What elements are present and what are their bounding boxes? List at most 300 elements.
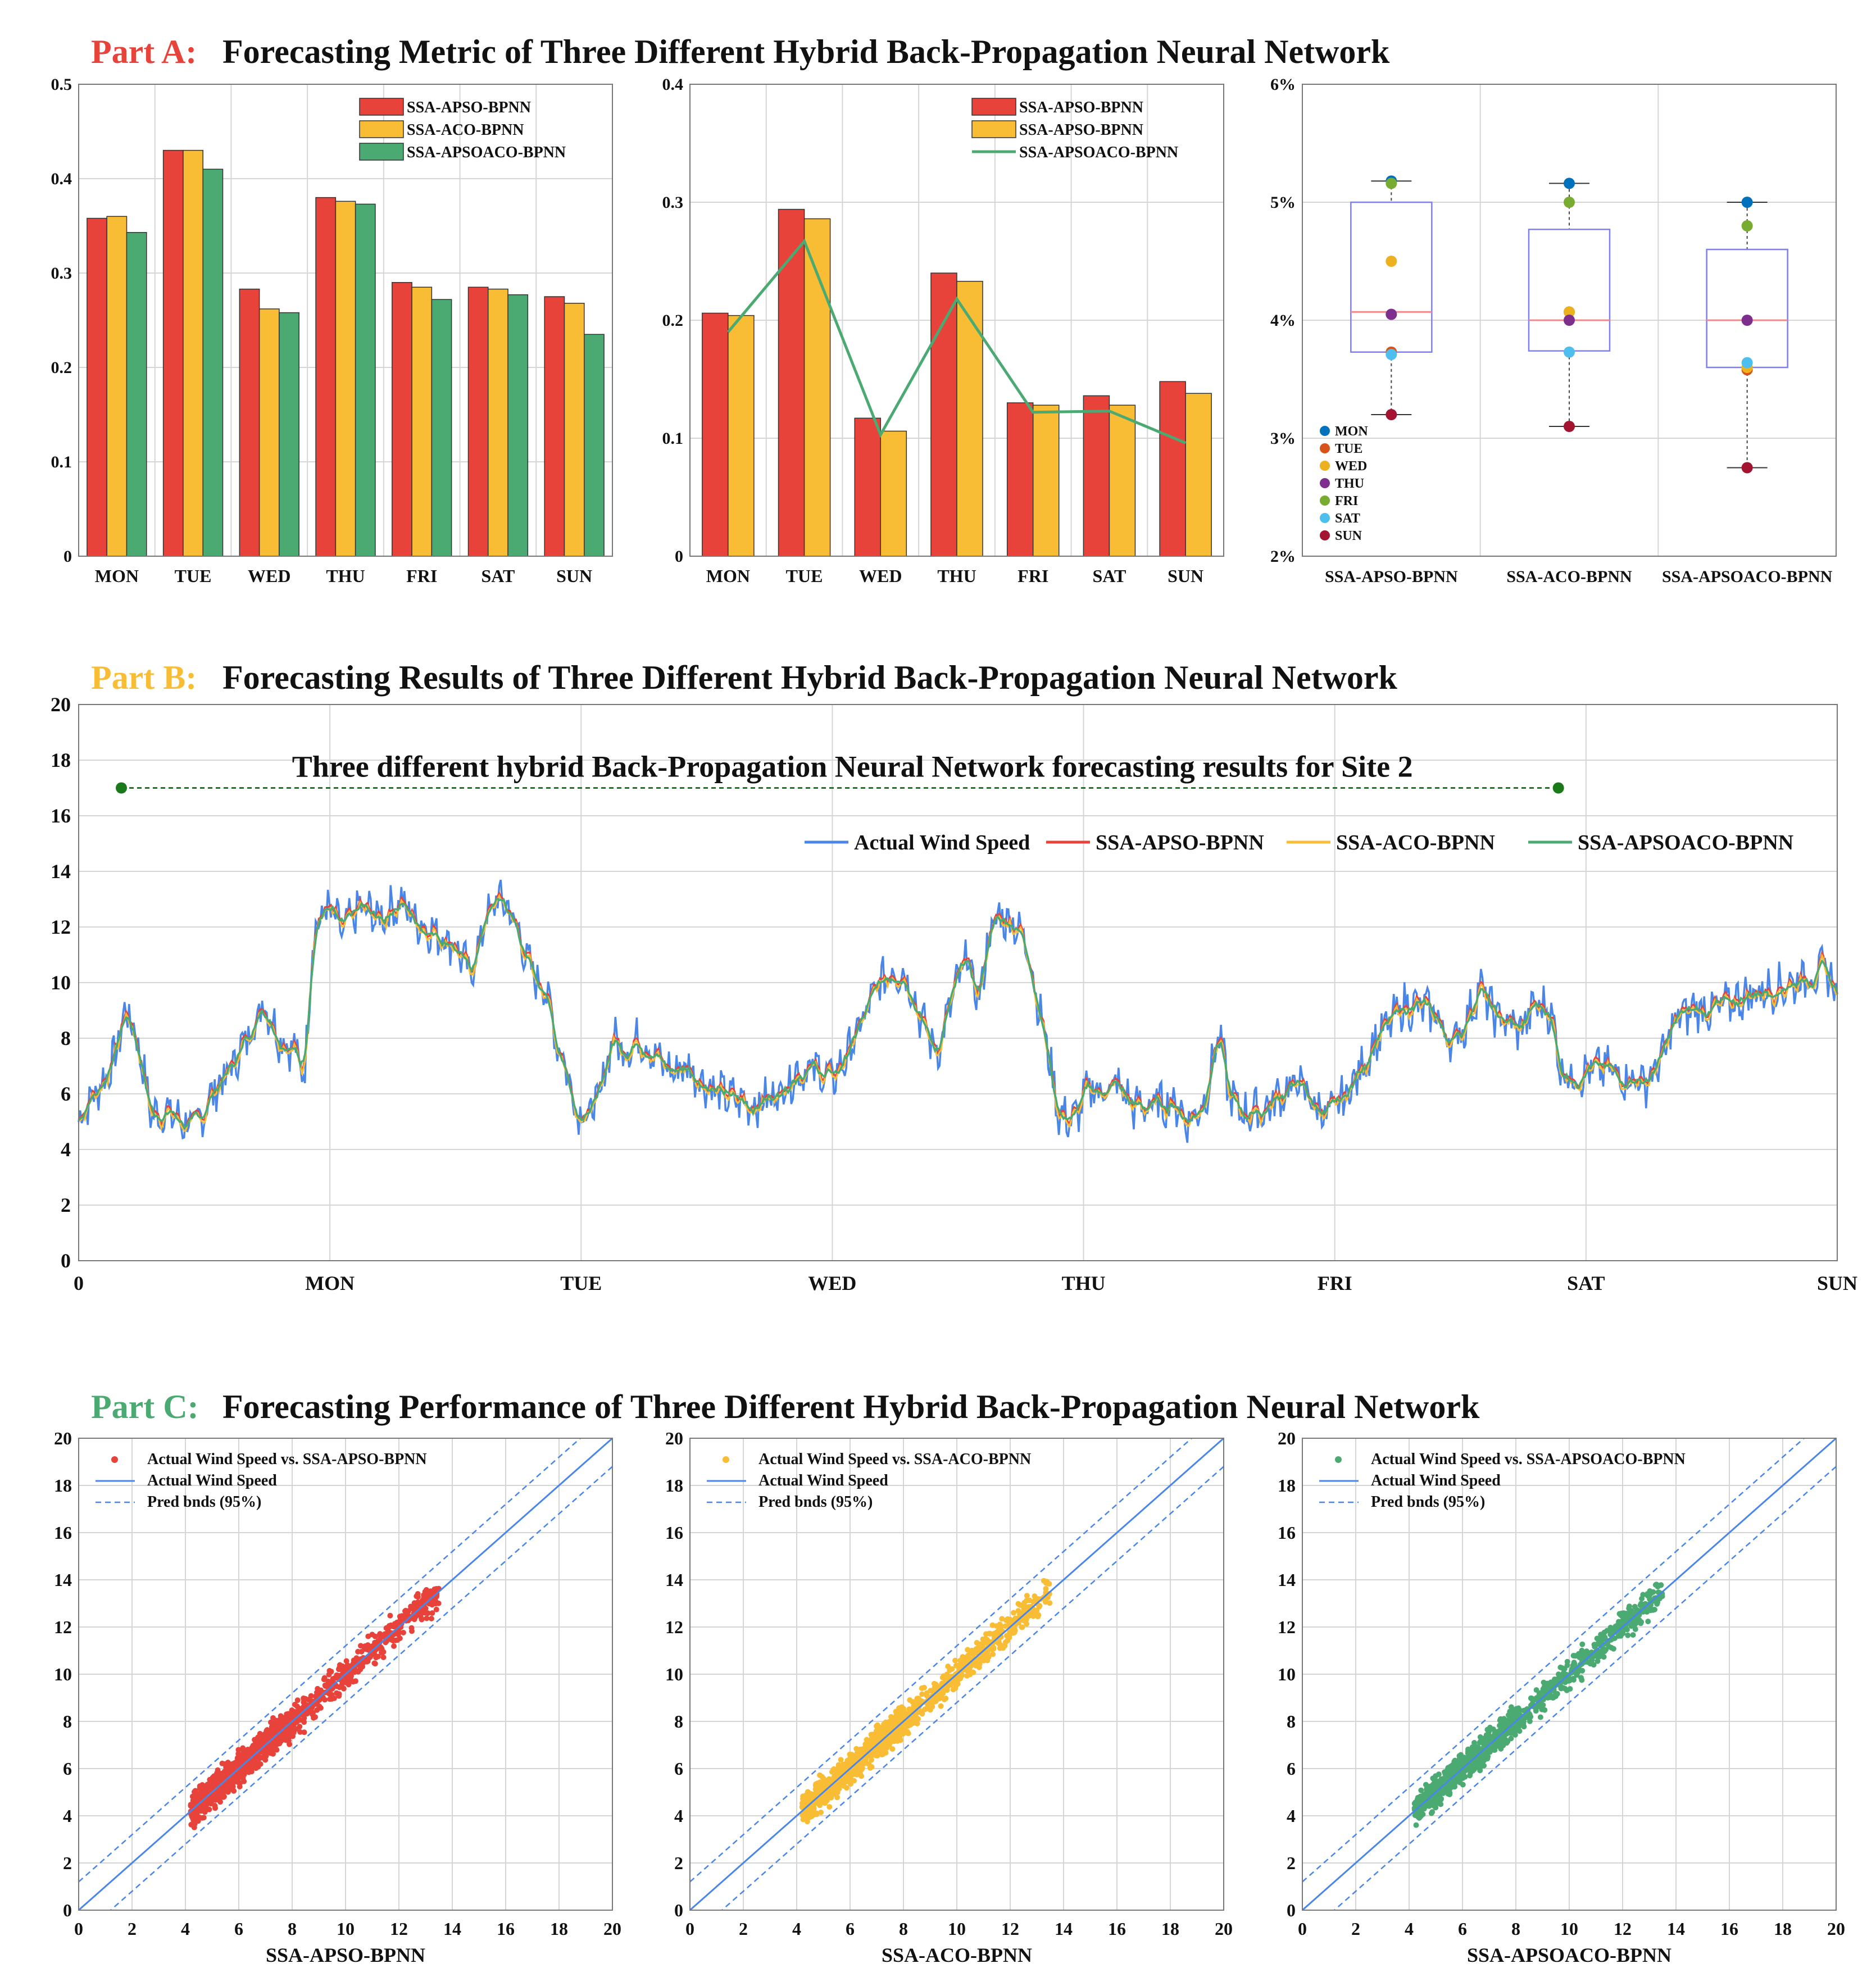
scatter_apso-xtick-label: 10 (337, 1919, 355, 1939)
scatter_apso-scatter-point (189, 1814, 195, 1820)
scatter_apso-scatter-point (429, 1616, 434, 1621)
mape-box-group (1529, 178, 1610, 432)
mse-bar-ssa-apso-bpnn-tue (805, 219, 830, 556)
mape-box (1351, 202, 1432, 352)
mse-bar-ssa-apso-bpnn-sat (1083, 396, 1109, 556)
mae-bar-ssa-apso-bpnn-wed (239, 289, 259, 556)
mae-bar-ssa-apsoaco-bpnn-wed (279, 313, 299, 556)
scatter_apso-scatter-point (283, 1719, 289, 1725)
scatter-apso-chart (54, 1410, 621, 1966)
scatter_aco-legend-label: Pred bnds (95%) (758, 1493, 873, 1511)
scatter_aco-scatter-point (851, 1754, 857, 1760)
scatter_aco-scatter-point (901, 1706, 906, 1712)
scatter_apso-scatter-point (188, 1803, 194, 1808)
scatter_aco-scatter-point (874, 1733, 879, 1738)
mape-ytick-label: 2% (1270, 547, 1296, 566)
mae-legend (360, 98, 566, 161)
mse-ytick-label: 0.1 (662, 429, 683, 448)
mse-xtick-label: THU (937, 566, 976, 586)
scatter_apso-scatter-point (424, 1616, 429, 1621)
scatter_aco-scatter-point (980, 1655, 986, 1661)
mse-legend-label: SSA-APSOACO-BPNN (1019, 144, 1179, 161)
scatter_apsoaco-ytick-label: 0 (1287, 1900, 1296, 1920)
scatter_aco-scatter-point (850, 1770, 855, 1775)
scatter_apso-ytick-label: 10 (54, 1664, 72, 1684)
scatter_apso-xtick-label: 4 (181, 1919, 190, 1939)
timeseries-title: Three different hybrid Back-Propagation Neural Network forecasting results for Site 2 (292, 749, 1413, 784)
scatter_apsoaco-scatter-point (1418, 1813, 1424, 1819)
mape-point-fri (1564, 197, 1575, 208)
scatter_apsoaco-xtick-label: 20 (1827, 1919, 1845, 1939)
mape-point-thu (1742, 315, 1753, 326)
mae-xtick-label: THU (326, 566, 365, 586)
scatter_apso-scatter-point (337, 1685, 342, 1690)
scatter_apsoaco-scatter-point (1653, 1582, 1659, 1588)
mape-xtick-label: SSA-APSOACO-BPNN (1661, 567, 1833, 586)
wind-speed-timeseries-chart (51, 693, 1857, 1294)
scatter_apso-scatter-point (202, 1809, 208, 1815)
scatter_apso-scatter-point (310, 1710, 316, 1716)
mae-bar-ssa-apsoaco-bpnn-sat (508, 295, 528, 556)
mse-bar-ssa-apso-bpnn-tue (779, 210, 805, 556)
mae-bar-ssa-aco-bpnn-sat (488, 289, 508, 556)
scatter_aco-scatter-point (889, 1746, 895, 1752)
scatter_aco-scatter-point (1018, 1602, 1023, 1608)
mae-legend-label: SSA-APSO-BPNN (407, 99, 531, 116)
scatter_apso-ytick-label: 6 (63, 1758, 72, 1779)
scatter_apso-ytick-label: 16 (54, 1523, 72, 1543)
scatter_apso-ytick-label: 0 (63, 1900, 72, 1920)
scatter_aco-scatter-point (997, 1621, 1003, 1627)
scatter_apsoaco-scatter-point (1470, 1768, 1476, 1774)
scatter_apso-scatter-point (396, 1631, 401, 1637)
part-b-label: Part B: (91, 659, 197, 696)
mae-bar-ssa-aco-bpnn-fri (412, 287, 431, 556)
scatter_apso-scatter-point (377, 1632, 383, 1638)
timeseries-xtick-label: WED (808, 1272, 857, 1294)
scatter_apso-scatter-point (379, 1646, 385, 1652)
scatter_aco-scatter-point (859, 1750, 865, 1756)
timeseries-ytick-label: 14 (51, 860, 71, 883)
part-c-title: Forecasting Performance of Three Different Hybrid Back-Propagation Neural Network (222, 1388, 1480, 1425)
scatter_apso-ytick-label: 20 (54, 1428, 72, 1448)
timeseries-xtick-label: FRI (1317, 1272, 1352, 1294)
scatter_aco-scatter-point (817, 1802, 823, 1808)
mse-ytick-label: 0.4 (662, 75, 683, 94)
scatter_apso-scatter-point (217, 1799, 223, 1805)
scatter_aco-scatter-point (903, 1711, 909, 1717)
mae-bar-ssa-apsoaco-bpnn-sun (584, 334, 604, 556)
scatter_apso-scatter-point (268, 1720, 274, 1725)
scatter_aco-xtick-label: 20 (1215, 1919, 1233, 1939)
scatter_aco-scatter-point (835, 1789, 841, 1795)
scatter_aco-ytick-label: 16 (665, 1523, 683, 1543)
scatter_aco-scatter-point (911, 1703, 916, 1709)
scatter_apso-scatter-point (331, 1696, 337, 1701)
scatter_aco-scatter-point (1006, 1634, 1012, 1640)
scatter_apsoaco-scatter-point (1414, 1799, 1419, 1805)
part-c-header (91, 1388, 1480, 1425)
scatter_aco-xtick-label: 2 (739, 1919, 748, 1939)
mse-bar-ssa-apso-bpnn-wed (880, 431, 906, 556)
mape-point-thu (1564, 315, 1575, 326)
timeseries-series-apso (79, 893, 1837, 1128)
scatter_apsoaco-scatter-point (1450, 1766, 1456, 1772)
mape-point-fri (1742, 220, 1753, 231)
scatter_apsoaco-scatter-point (1430, 1775, 1436, 1781)
scatter_apso-scatter-point (390, 1638, 396, 1643)
scatter_apsoaco-legend (1319, 1451, 1686, 1511)
scatter_apso-scatter-point (388, 1624, 393, 1629)
scatter_apso-legend-label: Pred bnds (95%) (147, 1493, 262, 1511)
mse-bar-ssa-apso-bpnn-mon (728, 316, 754, 556)
scatter_aco-xtick-label: 12 (1001, 1919, 1019, 1939)
mape-point-thu (1386, 309, 1397, 320)
scatter_apso-scatter-point (311, 1715, 316, 1721)
scatter_apso-scatter-point (212, 1803, 217, 1808)
scatter_apso-scatter-point (391, 1643, 397, 1649)
scatter_apso-scatter-point (302, 1696, 308, 1702)
scatter_apsoaco-scatter-point (1630, 1632, 1636, 1638)
scatter_apsoaco-ytick-label: 2 (1287, 1853, 1296, 1873)
mae-bar-ssa-aco-bpnn-thu (335, 201, 355, 556)
mse-bar-ssa-apso-bpnn-fri (1033, 405, 1059, 556)
mae-bar-ssa-aco-bpnn-sun (565, 303, 584, 556)
timeseries-xtick-label: SUN (1816, 1272, 1858, 1294)
scatter_apsoaco-xtick-label: 18 (1774, 1919, 1792, 1939)
scatter_apso-scatter-point (247, 1749, 252, 1755)
scatter_aco-scatter-point (999, 1616, 1005, 1621)
scatter_aco-scatter-point (916, 1697, 922, 1702)
scatter_apso-xtick-label: 14 (443, 1919, 461, 1939)
scatter_apsoaco-xtick-label: 0 (1298, 1919, 1307, 1939)
scatter_apsoaco-scatter-point (1584, 1650, 1589, 1656)
timeseries-legend (805, 831, 1793, 855)
scatter_aco-legend-marker (723, 1456, 729, 1463)
scatter_apsoaco-scatter-point (1493, 1744, 1498, 1749)
scatter_apsoaco-scatter-point (1438, 1802, 1443, 1807)
scatter_apsoaco-scatter-point (1456, 1778, 1461, 1783)
mae-ytick-label: 0.3 (51, 264, 72, 283)
scatter_apsoaco-ytick-label: 4 (1287, 1806, 1296, 1826)
scatter_apso-scatter-point (415, 1591, 421, 1597)
scatter_aco-xtick-label: 4 (792, 1919, 801, 1939)
mae-bar-ssa-apso-bpnn-tue (163, 151, 183, 556)
scatter_apso-xtick-label: 2 (128, 1919, 137, 1939)
mae-bar-ssa-aco-bpnn-wed (260, 309, 279, 556)
scatter_aco-ytick-label: 20 (665, 1428, 683, 1448)
mae-xtick-label: FRI (406, 566, 438, 586)
scatter_apsoaco-scatter-point (1526, 1712, 1532, 1718)
scatter_apsoaco-scatter-point (1517, 1728, 1523, 1734)
scatter_apso-scatter-point (255, 1762, 261, 1768)
scatter_apso-ytick-label: 14 (54, 1570, 72, 1590)
timeseries-ytick-label: 16 (51, 805, 71, 827)
scatter_apso-scatter-point (372, 1652, 378, 1657)
mae-xtick-label: MON (94, 566, 139, 586)
scatter_aco-ytick-label: 0 (674, 1900, 683, 1920)
scatter_aco-scatter-point (1020, 1624, 1025, 1630)
mae-bar-ssa-aco-bpnn-mon (107, 216, 126, 556)
mae-ytick-label: 0.1 (51, 453, 72, 471)
scatter_aco-scatter-point (884, 1745, 890, 1751)
scatter_apsoaco-scatter-point (1475, 1762, 1480, 1767)
scatter_apso-scatter-point (372, 1640, 378, 1646)
scatter_aco-scatter-point (1009, 1618, 1014, 1624)
scatter_aco-ytick-label: 10 (665, 1664, 683, 1684)
scatter_apsoaco-scatter-point (1619, 1630, 1624, 1636)
scatter_apso-ytick-label: 12 (54, 1617, 72, 1637)
scatter_apsoaco-xtick-label: 8 (1511, 1919, 1520, 1939)
scatter_apsoaco-legend-label: Actual Wind Speed vs. SSA-APSOACO-BPNN (1371, 1451, 1686, 1468)
part-a-header (91, 33, 1390, 70)
scatter_aco-scatter-point (1011, 1610, 1016, 1616)
timeseries-legend-label: SSA-ACO-BPNN (1336, 831, 1495, 855)
scatter_aco-scatter-point (1043, 1599, 1048, 1605)
timeseries-ytick-label: 20 (51, 693, 71, 716)
scatter_apso-legend-label: Actual Wind Speed (147, 1472, 277, 1489)
scatter_aco-scatter-point (895, 1711, 901, 1717)
part-c-label: Part C: (91, 1388, 199, 1425)
scatter_apsoaco-scatter-point (1579, 1678, 1584, 1683)
scatter_aco-xtick-label: 16 (1108, 1919, 1126, 1939)
scatter_aco-scatter-point (944, 1686, 950, 1692)
scatter_apsoaco-scatter-point (1625, 1633, 1630, 1638)
scatter_apsoaco-xtick-label: 14 (1667, 1919, 1685, 1939)
scatter_apsoaco-scatter-point (1639, 1596, 1645, 1602)
scatter_aco-scatter-point (877, 1751, 883, 1757)
scatter_apsoaco-scatter-point (1500, 1743, 1506, 1748)
mape-legend-label: WED (1335, 459, 1368, 474)
mae-legend-swatch (360, 121, 403, 138)
scatter_aco-scatter-point (805, 1811, 811, 1817)
scatter_apsoaco-scatter-point (1483, 1737, 1489, 1742)
scatter_aco-ytick-label: 18 (665, 1475, 683, 1496)
timeseries-xtick-label: MON (305, 1272, 355, 1294)
mape-legend-marker (1320, 461, 1330, 471)
mape-point-sat (1386, 349, 1397, 360)
scatter_apso-scatter-point (272, 1744, 278, 1749)
mae-ytick-label: 0.2 (51, 358, 72, 377)
timeseries-ytick-label: 10 (51, 971, 71, 994)
mse-xtick-label: TUE (785, 566, 823, 586)
scatter_apso-ytick-label: 8 (63, 1711, 72, 1731)
scatter_aco-xtick-label: 6 (846, 1919, 855, 1939)
scatter_aco-scatter-point (1012, 1630, 1018, 1635)
mae-bar-ssa-apso-bpnn-sun (544, 297, 564, 556)
scatter_aco-scatter-point (851, 1778, 857, 1784)
scatter_aco-scatter-point (867, 1741, 873, 1747)
scatter_apso-scatter-point (284, 1737, 289, 1743)
scatter_aco-scatter-point (845, 1776, 851, 1782)
mape-ytick-label: 6% (1270, 75, 1296, 94)
mse-ytick-label: 0 (675, 547, 683, 566)
mae-legend-swatch (360, 143, 403, 160)
scatter_apso-xtick-label: 0 (74, 1919, 83, 1939)
scatter_apsoaco-ytick-label: 12 (1278, 1617, 1296, 1637)
mape-ytick-label: 4% (1270, 311, 1296, 330)
mse-xtick-label: MON (706, 566, 750, 586)
mae-ytick-label: 0 (63, 547, 72, 566)
mae-bar-ssa-apso-bpnn-mon (87, 219, 107, 556)
timeseries-ytick-label: 6 (61, 1083, 71, 1105)
scatter_apso-scatter-point (358, 1665, 364, 1670)
scatter_aco-xtick-label: 8 (899, 1919, 908, 1939)
scatter_apsoaco-scatter-point (1545, 1681, 1550, 1687)
scatter_apso-xtick-label: 8 (288, 1919, 297, 1939)
timeseries-ytick-label: 4 (61, 1138, 71, 1161)
scatter_apso-scatter-point (235, 1755, 240, 1761)
scatter_apsoaco-scatter-point (1624, 1611, 1629, 1616)
scatter_apso-scatter-point (255, 1739, 260, 1745)
scatter_apso-legend-marker (111, 1456, 118, 1463)
scatter_apso-scatter-point (223, 1787, 229, 1793)
scatter_aco-scatter-point (838, 1757, 844, 1762)
scatter_aco-scatter-point (964, 1673, 970, 1679)
scatter_apso-scatter-point (381, 1655, 387, 1660)
scatter_apsoaco-ytick-label: 14 (1278, 1570, 1296, 1590)
mape-legend-marker (1320, 496, 1330, 506)
mse-legend-label: SSA-APSO-BPNN (1019, 121, 1143, 139)
mape-box (1529, 229, 1610, 351)
scatter_aco-scatter-point (919, 1685, 925, 1691)
scatter_aco-scatter-point (990, 1623, 996, 1628)
scatter_apsoaco-scatter-point (1533, 1708, 1539, 1714)
scatter_apso-scatter-point (200, 1789, 206, 1794)
scatter_apso-scatter-point (201, 1815, 207, 1820)
scatter_apsoaco-xtick-label: 12 (1614, 1919, 1632, 1939)
timeseries-legend-label: Actual Wind Speed (854, 831, 1030, 855)
scatter_apso-scatter-point (359, 1649, 365, 1655)
scatter_aco-xtick-label: 18 (1161, 1919, 1179, 1939)
mse-ytick-label: 0.3 (662, 193, 683, 212)
scatter_apso-scatter-point (315, 1702, 320, 1707)
timeseries-xtick-label: SAT (1567, 1272, 1605, 1294)
mse-xtick-label: SUN (1168, 566, 1204, 586)
mape-legend-label: TUE (1335, 442, 1363, 456)
scatter_apsoaco-scatter-point (1527, 1719, 1533, 1724)
mae-bar-ssa-apsoaco-bpnn-fri (431, 299, 451, 556)
mae-legend-label: SSA-APSOACO-BPNN (407, 144, 566, 161)
scatter_aco-scatter-point (952, 1658, 958, 1664)
scatter_apsoaco-scatter-point (1645, 1591, 1650, 1597)
mape-legend-label: MON (1335, 424, 1368, 439)
mse-legend-label: SSA-APSO-BPNN (1019, 99, 1143, 116)
mae-xtick-label: TUE (174, 566, 212, 586)
scatter_apsoaco-scatter-point (1557, 1665, 1563, 1670)
scatter_apso-scatter-point (240, 1748, 246, 1754)
scatter_aco-scatter-point (964, 1655, 969, 1660)
scatter_apsoaco-xlabel: SSA-APSOACO-BPNN (1466, 1944, 1672, 1966)
scatter_aco-ytick-label: 8 (674, 1711, 683, 1731)
scatter_aco-scatter-point (905, 1723, 911, 1729)
timeseries-ytick-label: 18 (51, 749, 71, 771)
timeseries-xtick-label: THU (1061, 1272, 1106, 1294)
mse-bar-chart (662, 75, 1224, 586)
scatter_aco-scatter-point (933, 1698, 939, 1704)
scatter_apso-scatter-point (334, 1690, 339, 1696)
scatter_apso-scatter-point (362, 1643, 368, 1649)
mape-legend-marker (1320, 530, 1330, 540)
scatter_apsoaco-ytick-label: 20 (1278, 1428, 1296, 1448)
scatter_apsoaco-scatter-point (1460, 1757, 1466, 1763)
mae-xtick-label: WED (248, 566, 291, 586)
mape-ytick-label: 5% (1270, 193, 1296, 212)
scatter_aco-scatter-point (928, 1707, 933, 1713)
scatter_apso-scatter-point (336, 1666, 342, 1672)
scatter_aco-ytick-label: 14 (665, 1570, 683, 1590)
scatter_aco-scatter-point (987, 1631, 993, 1637)
mape-legend-label: SUN (1335, 529, 1362, 543)
scatter_apsoaco-ytick-label: 16 (1278, 1523, 1296, 1543)
mse-bar-ssa-apso-bpnn-sun (1160, 381, 1185, 556)
scatter_apsoaco-scatter-point (1658, 1582, 1664, 1588)
scatter_apsoaco-scatter-point (1562, 1686, 1568, 1692)
timeseries-legend-label: SSA-APSOACO-BPNN (1578, 831, 1794, 855)
scatter_apso-xtick-label: 6 (234, 1919, 243, 1939)
mse-xtick-label: FRI (1018, 566, 1049, 586)
scatter_aco-ytick-label: 2 (674, 1853, 683, 1873)
mape-legend-marker (1320, 513, 1330, 523)
scatter_aco-scatter-point (867, 1765, 873, 1771)
scatter_apsoaco-scatter-point (1432, 1802, 1438, 1808)
scatter_aco-legend (707, 1451, 1031, 1511)
scatter_aco-scatter-point (998, 1644, 1003, 1650)
scatter_apsoaco-scatter-point (1602, 1630, 1607, 1635)
scatter_apsoaco-scatter-point (1511, 1708, 1517, 1714)
scatter_apsoaco-ytick-label: 8 (1287, 1711, 1296, 1731)
scatter_apsoaco-scatter-point (1638, 1620, 1643, 1626)
scatter_apso-scatter-point (192, 1821, 198, 1827)
scatter_aco-scatter-point (938, 1703, 944, 1709)
scatter_apsoaco-scatter-point (1414, 1823, 1419, 1828)
timeseries-xtick-label: TUE (560, 1272, 602, 1294)
scatter_aco-scatter-point (1035, 1614, 1041, 1619)
mape-point-mon (1742, 197, 1753, 208)
scatter_apso-xtick-label: 12 (390, 1919, 408, 1939)
scatter_aco-ytick-label: 12 (665, 1617, 683, 1637)
scatter_aco-scatter-point (1024, 1598, 1029, 1603)
mape-box-group (1707, 197, 1788, 474)
scatter_apso-scatter-point (369, 1631, 375, 1637)
mae-bar-ssa-aco-bpnn-tue (183, 151, 203, 556)
scatter_apsoaco-scatter-point (1609, 1629, 1615, 1634)
part-a-label: Part A: (91, 33, 197, 70)
mse-bar-ssa-apso-bpnn-thu (957, 281, 983, 556)
mape-xtick-label: SSA-APSO-BPNN (1324, 567, 1458, 586)
timeseries-ytick-label: 12 (51, 916, 71, 938)
scatter_apso-xtick-label: 18 (550, 1919, 568, 1939)
mae-bar-ssa-apsoaco-bpnn-mon (127, 233, 147, 556)
timeseries-ytick-label: 0 (61, 1249, 71, 1272)
mse-bar-ssa-apso-bpnn-sat (1109, 405, 1135, 556)
scatter_apsoaco-ytick-label: 10 (1278, 1664, 1296, 1684)
scatter_aco-scatter-point (826, 1804, 832, 1810)
scatter_apso-scatter-point (424, 1593, 429, 1599)
scatter_apsoaco-xtick-label: 2 (1351, 1919, 1360, 1939)
part-b-header (91, 659, 1398, 696)
mse-bar-ssa-apso-bpnn-sun (1185, 393, 1211, 556)
mape-point-fri (1386, 178, 1397, 189)
scatter_apso-ytick-label: 18 (54, 1475, 72, 1496)
mse-legend-swatch (972, 98, 1016, 115)
mae-xtick-label: SUN (556, 566, 593, 586)
scatter_aco-scatter-point (836, 1762, 842, 1768)
scatter_apsoaco-scatter-point (1436, 1771, 1442, 1777)
mape-legend-label: SAT (1335, 511, 1360, 526)
mse-bar-ssa-apso-bpnn-fri (1007, 403, 1033, 556)
mape-legend-label: FRI (1335, 494, 1359, 508)
